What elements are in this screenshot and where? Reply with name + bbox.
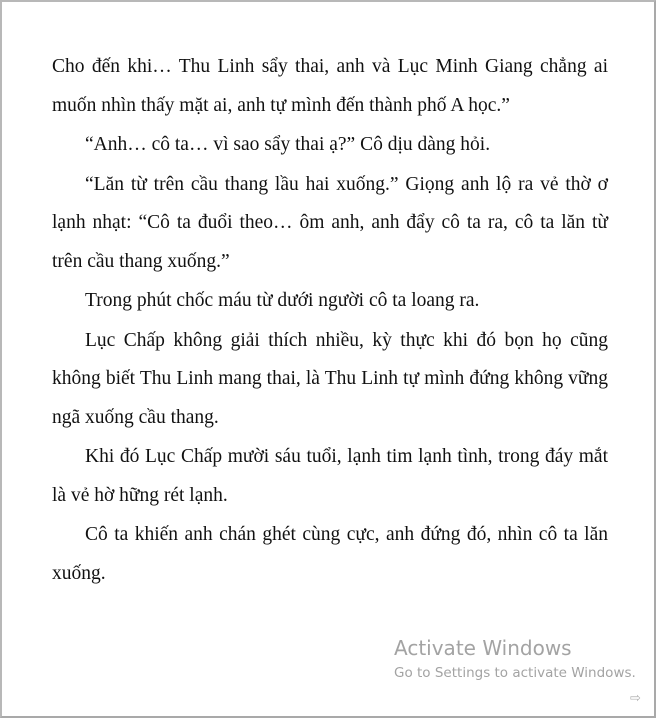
paragraph: “Lăn từ trên cầu thang lầu hai xuống.” Giọng anh lộ ra vẻ thờ ơ lạnh nhạt: “Cô ta đuổi theo… ôm anh, anh đẩy cô ta ra, cô ta lăn từ trên cầu thang xuống.”	[52, 173, 608, 272]
watermark-subtitle: Go to Settings to activate Windows.	[394, 665, 636, 681]
activate-windows-watermark	[394, 634, 636, 684]
paragraph: Cô ta khiến anh chán ghét cùng cực, anh đứng đó, nhìn cô ta lăn xuống.	[52, 524, 608, 584]
paragraph: Trong phút chốc máu từ dưới người cô ta loang ra.	[85, 290, 480, 311]
paragraph: Lục Chấp không giải thích nhiều, kỳ thực khi đó bọn họ cũng không biết Thu Linh mang thai, là Thu Linh tự mình đứng không vững ngã xuống cầu thang.	[52, 329, 608, 428]
watermark-title: Activate Windows	[394, 636, 572, 660]
paragraph: Khi đó Lục Chấp mười sáu tuổi, lạnh tim lạnh tình, trong đáy mắt là vẻ hờ hững rét lạnh.	[52, 446, 608, 506]
paragraph: “Anh… cô ta… vì sao sẩy thai ạ?” Cô dịu dàng hỏi.	[85, 134, 491, 155]
paragraph: Cho đến khi… Thu Linh sẩy thai, anh và Lục Minh Giang chẳng ai muốn nhìn thấy mặt ai, anh tự mình đến thành phố A học.”	[52, 56, 608, 116]
arrow-icon: ⇨	[630, 691, 641, 706]
document-page	[52, 48, 608, 594]
